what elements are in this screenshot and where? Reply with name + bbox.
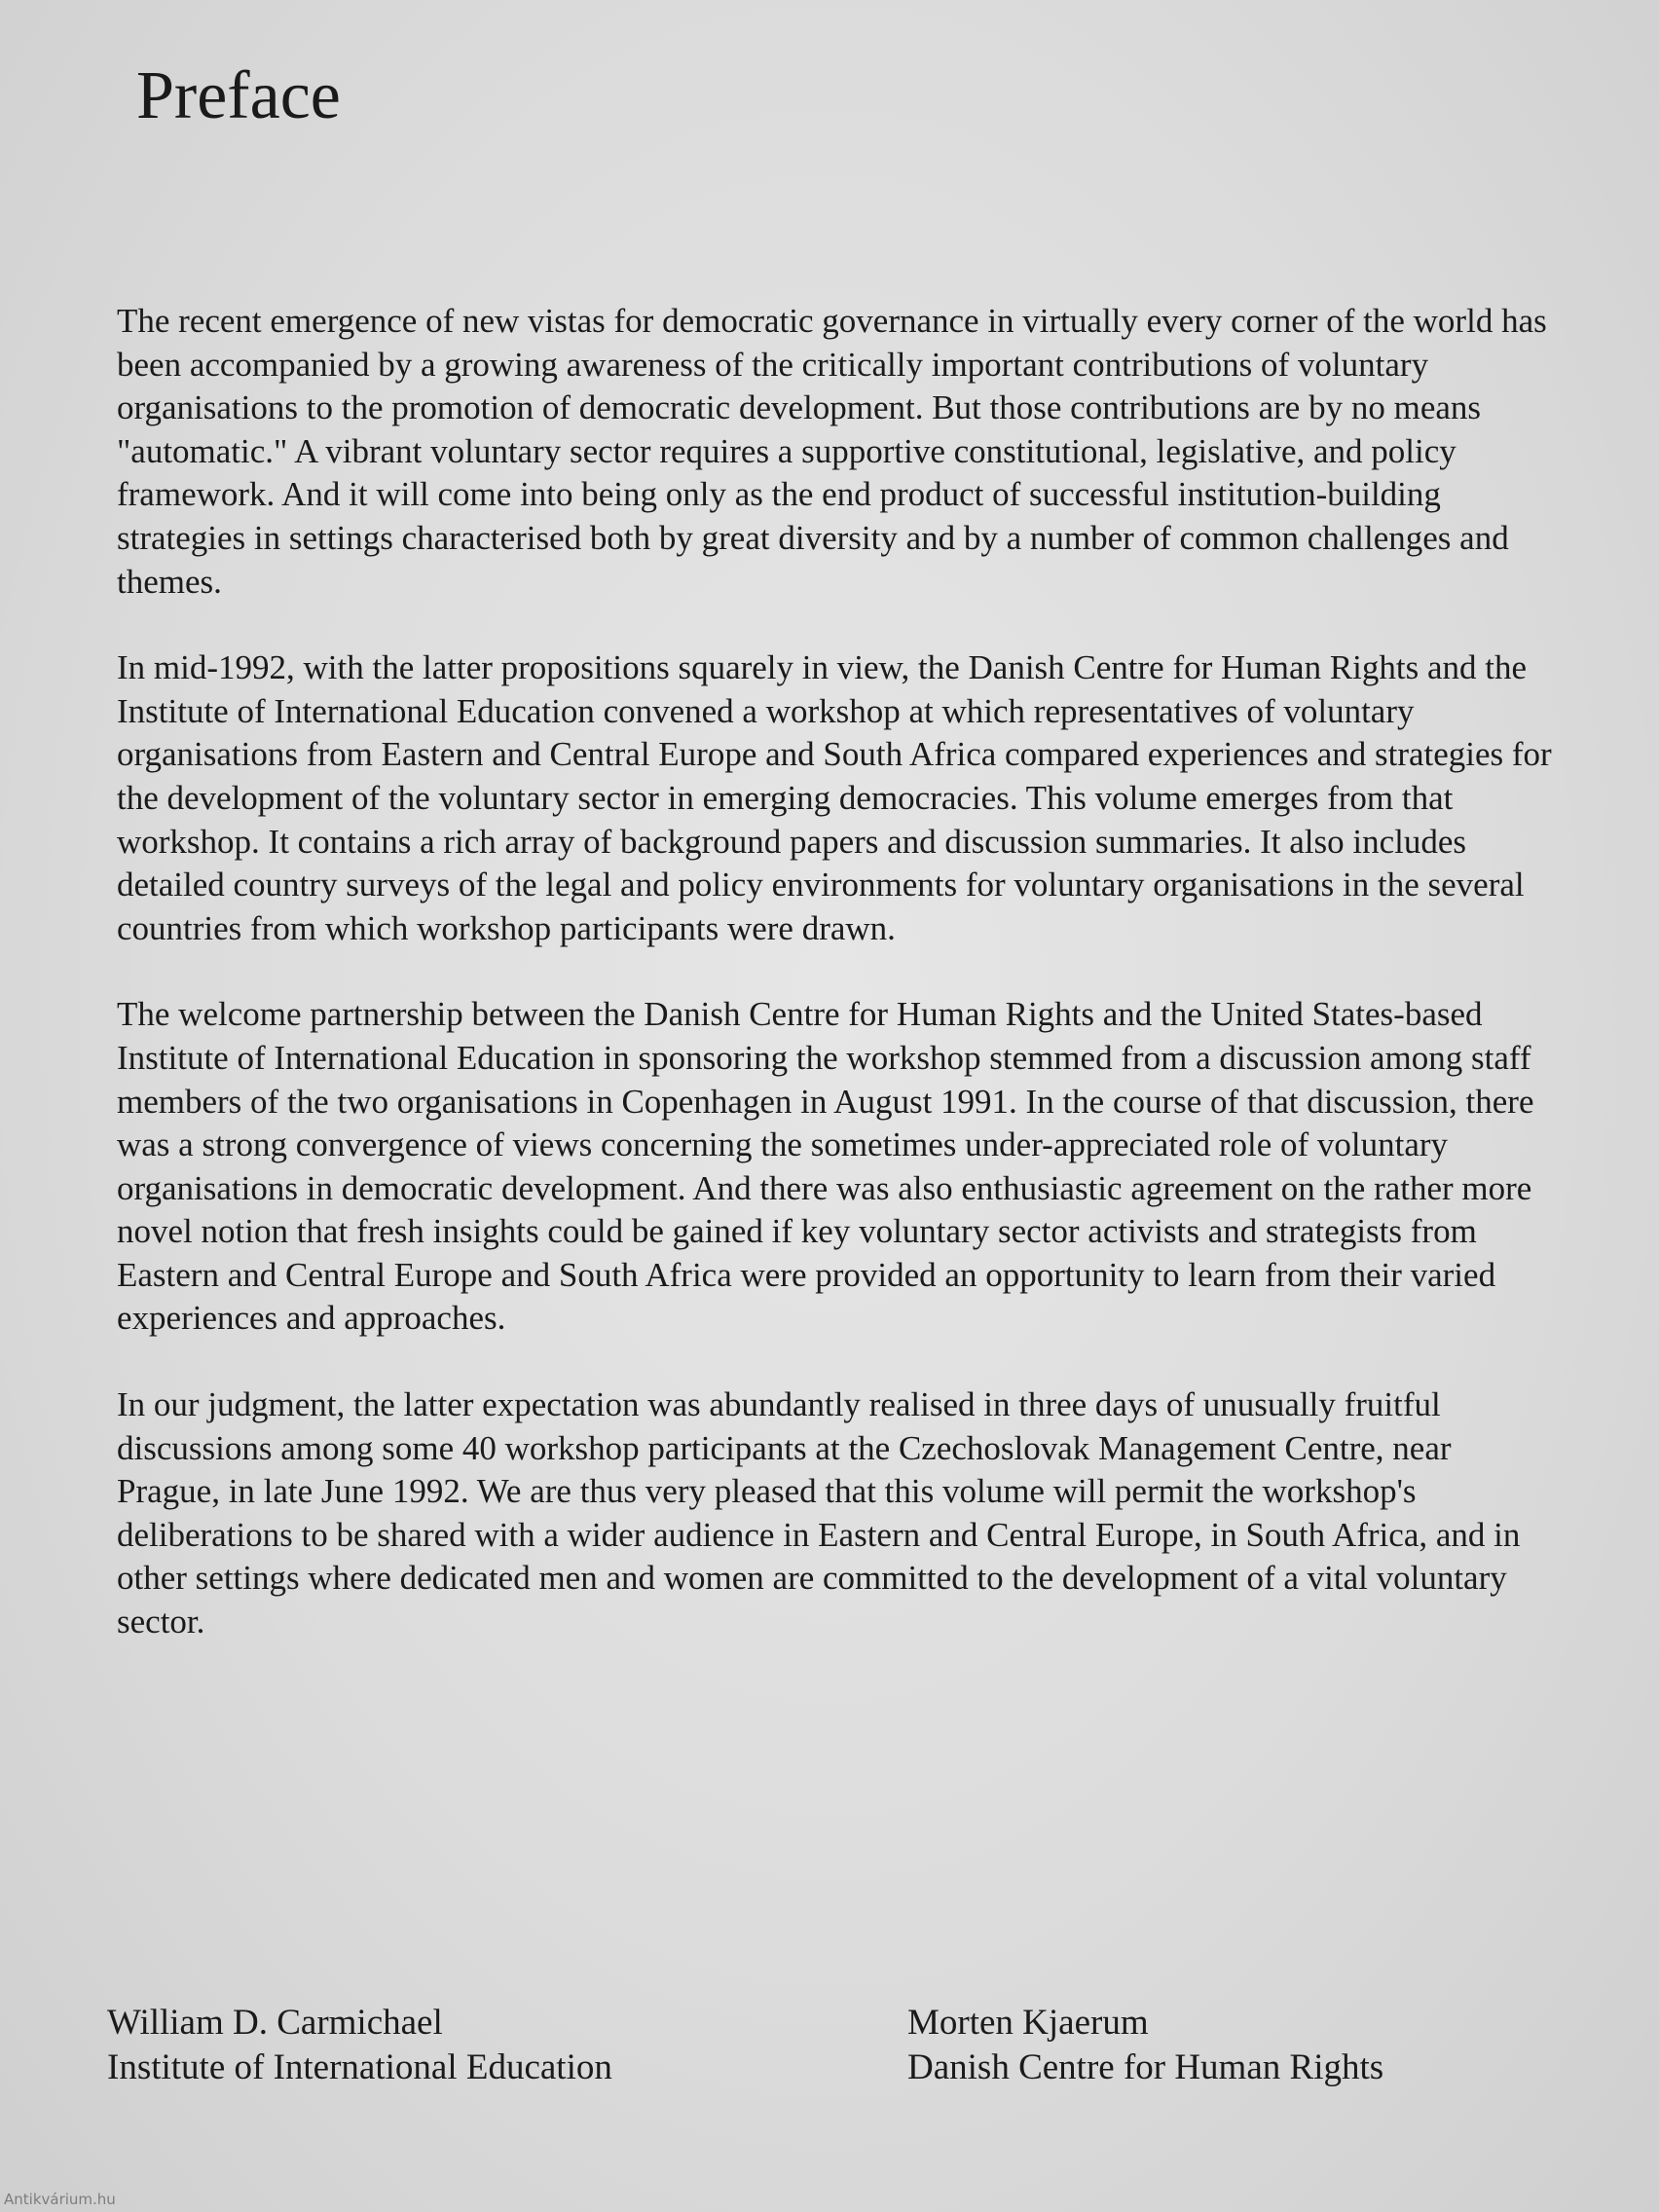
signatory-organisation: Institute of International Education [107, 2047, 612, 2087]
paragraph-4: In our judgment, the latter expectation was abundantly realised in three days of unusually fruitful discussions among some 40 workshop participants at the Czechoslovak Management Centre, near Prague, in late June 1992. We are thus very pleased that this volume will permit the workshop's deliberations to be shared with a wider audience in Eastern and Central Europe, in South Africa, and in other settings where dedicated men and women are committed to the development of a vital voluntary sector. [117, 1385, 1521, 1641]
signature-left [107, 2001, 612, 2090]
signatory-name: William D. Carmichael [107, 2003, 443, 2043]
page-title: Preface [136, 58, 341, 133]
watermark: Antikvárium.hu [4, 2191, 116, 2208]
paragraph-2: In mid-1992, with the latter propositions squarely in view, the Danish Centre for Human Rights and the Institute of International Education convened a workshop at which representatives of voluntary organisations from Eastern and Central Europe and South Africa compared experiences and strategies for the development of the voluntary sector in emerging democracies. This volume emerges from that workshop. It contains a rich array of background papers and discussion summaries. It also includes detailed country surveys of the legal and policy environments for voluntary organisations in the several countries from which workshop participants were drawn. [117, 648, 1552, 947]
signatory-organisation: Danish Centre for Human Rights [907, 2047, 1384, 2087]
paragraph-1: The recent emergence of new vistas for democratic governance in virtually every corner of the world has been accompanied by a growing awareness of the critically important contributions of voluntary organisations to the promotion of democratic development. But those contributions are by no means "automatic." A vibrant voluntary sector requires a supportive constitutional, legislative, and policy framework. And it will come into being only as the end product of successful institution-building strategies in settings characterised both by great diversity and by a number of common challenges and themes. [117, 302, 1547, 601]
preface-body [117, 300, 1563, 1687]
signature-right [907, 2001, 1383, 2090]
paragraph-3: The welcome partnership between the Danish Centre for Human Rights and the United States-based Institute of International Education in sponsoring the workshop stemmed from a discussion among staff members of the two organisations in Copenhagen in August 1991. In the course of that discussion, there was a strong convergence of views concerning the sometimes under-appreciated role of voluntary organisations in democratic development. And there was also enthusiastic agreement on the rather more novel notion that fresh insights could be gained if key voluntary sector activists and strategists from Eastern and Central Europe and South Africa were provided an opportunity to learn from their varied experiences and approaches. [117, 995, 1534, 1338]
signature-block [107, 2001, 1567, 2108]
signatory-name: Morten Kjaerum [907, 2003, 1149, 2043]
